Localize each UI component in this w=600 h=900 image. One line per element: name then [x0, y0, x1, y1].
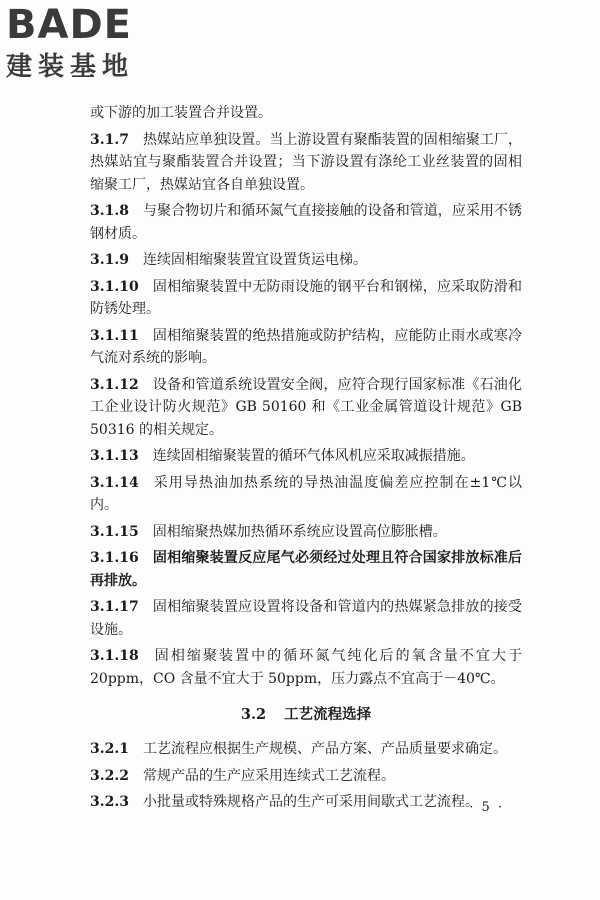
clause-number: 3.1.7: [90, 131, 129, 148]
clause-number: 3.1.15: [90, 523, 139, 540]
clause-text: 工艺流程应根据生产规模、产品方案、产品质量要求确定。: [142, 741, 507, 757]
clause-paragraph: [90, 472, 522, 517]
clause-paragraph: [90, 200, 522, 245]
clause-text: 或下游的加工装置合并设置。: [90, 105, 272, 121]
clause-number: 3.1.13: [90, 448, 139, 464]
clause-paragraph: [90, 445, 522, 468]
clause-number: 3.1.9: [90, 252, 129, 268]
clause-paragraph: [90, 249, 522, 272]
clause-paragraph: [90, 276, 522, 321]
clause-text: 固相缩聚装置中的循环氮气纯化后的氧含量不宜大于20ppm，CO 含量不宜大于 50ppm，压力露点不宜高于－40℃。: [90, 648, 522, 687]
clause-number: 3.1.8: [90, 203, 129, 219]
clause-text: 固相缩聚装置反应尾气必须经过处理且符合国家排放标准后再排放。: [90, 550, 522, 589]
clause-text: 固相缩聚装置应设置将设备和管道内的热媒紧急排放的接受设施。: [90, 599, 522, 638]
clause-text: 连续固相缩聚装置宜设置货运电梯。: [142, 252, 367, 268]
clause-number: 3.1.12: [90, 376, 139, 393]
clause-text: 固相缩聚装置中无防雨设施的钢平台和钢梯，应采取防滑和防锈处理。: [90, 278, 522, 317]
clause-list-3-1: [90, 102, 522, 690]
clause-text: 采用导热油加热系统的导热油温度偏差应控制在±1℃以内。: [90, 474, 522, 513]
clause-paragraph: [90, 791, 522, 814]
page-number: · 5 ·: [469, 800, 504, 815]
clause-paragraph: [90, 547, 522, 592]
clause-text: 固相缩聚装置的绝热措施或防护结构，应能防止雨水或寒冷气流对系统的影响。: [90, 327, 522, 366]
logo-text-cn: 建装基地: [6, 52, 135, 82]
clause-number: 3.1.11: [90, 327, 139, 344]
clause-text: 常规产品的生产应采用连续式工艺流程。: [142, 767, 395, 784]
clause-paragraph: [90, 645, 522, 690]
clause-paragraph: [90, 129, 522, 197]
clause-number: 3.2.2: [90, 767, 129, 784]
clause-list-3-2: [90, 738, 522, 814]
clause-paragraph: [90, 738, 522, 761]
clause-paragraph: [90, 765, 522, 788]
clause-text: 设备和管道系统设置安全阀，应符合现行国家标准《石油化工企业设计防火规范》GB 50160 和《工业金属管道设计规范》GB 50316 的相关规定。: [90, 376, 522, 438]
clause-number: 3.1.17: [90, 599, 139, 615]
clause-number: 3.1.16: [90, 550, 139, 566]
section-heading: [90, 704, 522, 726]
logo-text-en: BADE: [6, 2, 132, 48]
clause-paragraph: [90, 325, 522, 370]
clause-text: 固相缩聚热媒加热循环系统应设置高位膨胀槽。: [152, 523, 447, 540]
clause-paragraph: [90, 102, 522, 125]
clause-text: 热媒站应单独设置。当上游设置有聚酯装置的固相缩聚工厂，热媒站宜与聚酯装置合并设置；当下游设置有涤纶工业丝装置的固相缩聚工厂，热媒站宜各自单独设置。: [90, 131, 522, 193]
section-title: 工艺流程选择: [284, 706, 372, 723]
document-body: [90, 102, 522, 818]
clause-text: 小批量或特殊规格产品的生产可采用间歇式工艺流程。: [142, 794, 479, 810]
clause-number: 3.2.3: [90, 794, 129, 810]
clause-paragraph: [90, 521, 522, 544]
clause-number: 3.1.14: [90, 474, 139, 491]
clause-number: 3.1.18: [90, 648, 139, 664]
clause-number: 3.2.1: [90, 741, 129, 757]
clause-text: 与聚合物切片和循环氮气直接接触的设备和管道，应采用不锈钢材质。: [90, 203, 522, 242]
brand-logo: [6, 4, 134, 84]
clause-paragraph: [90, 596, 522, 641]
clause-text: 连续固相缩聚装置的循环气体风机应采取减振措施。: [152, 448, 475, 464]
clause-number: 3.1.10: [90, 278, 139, 295]
section-number: 3.2: [240, 706, 267, 723]
clause-paragraph: [90, 374, 522, 442]
